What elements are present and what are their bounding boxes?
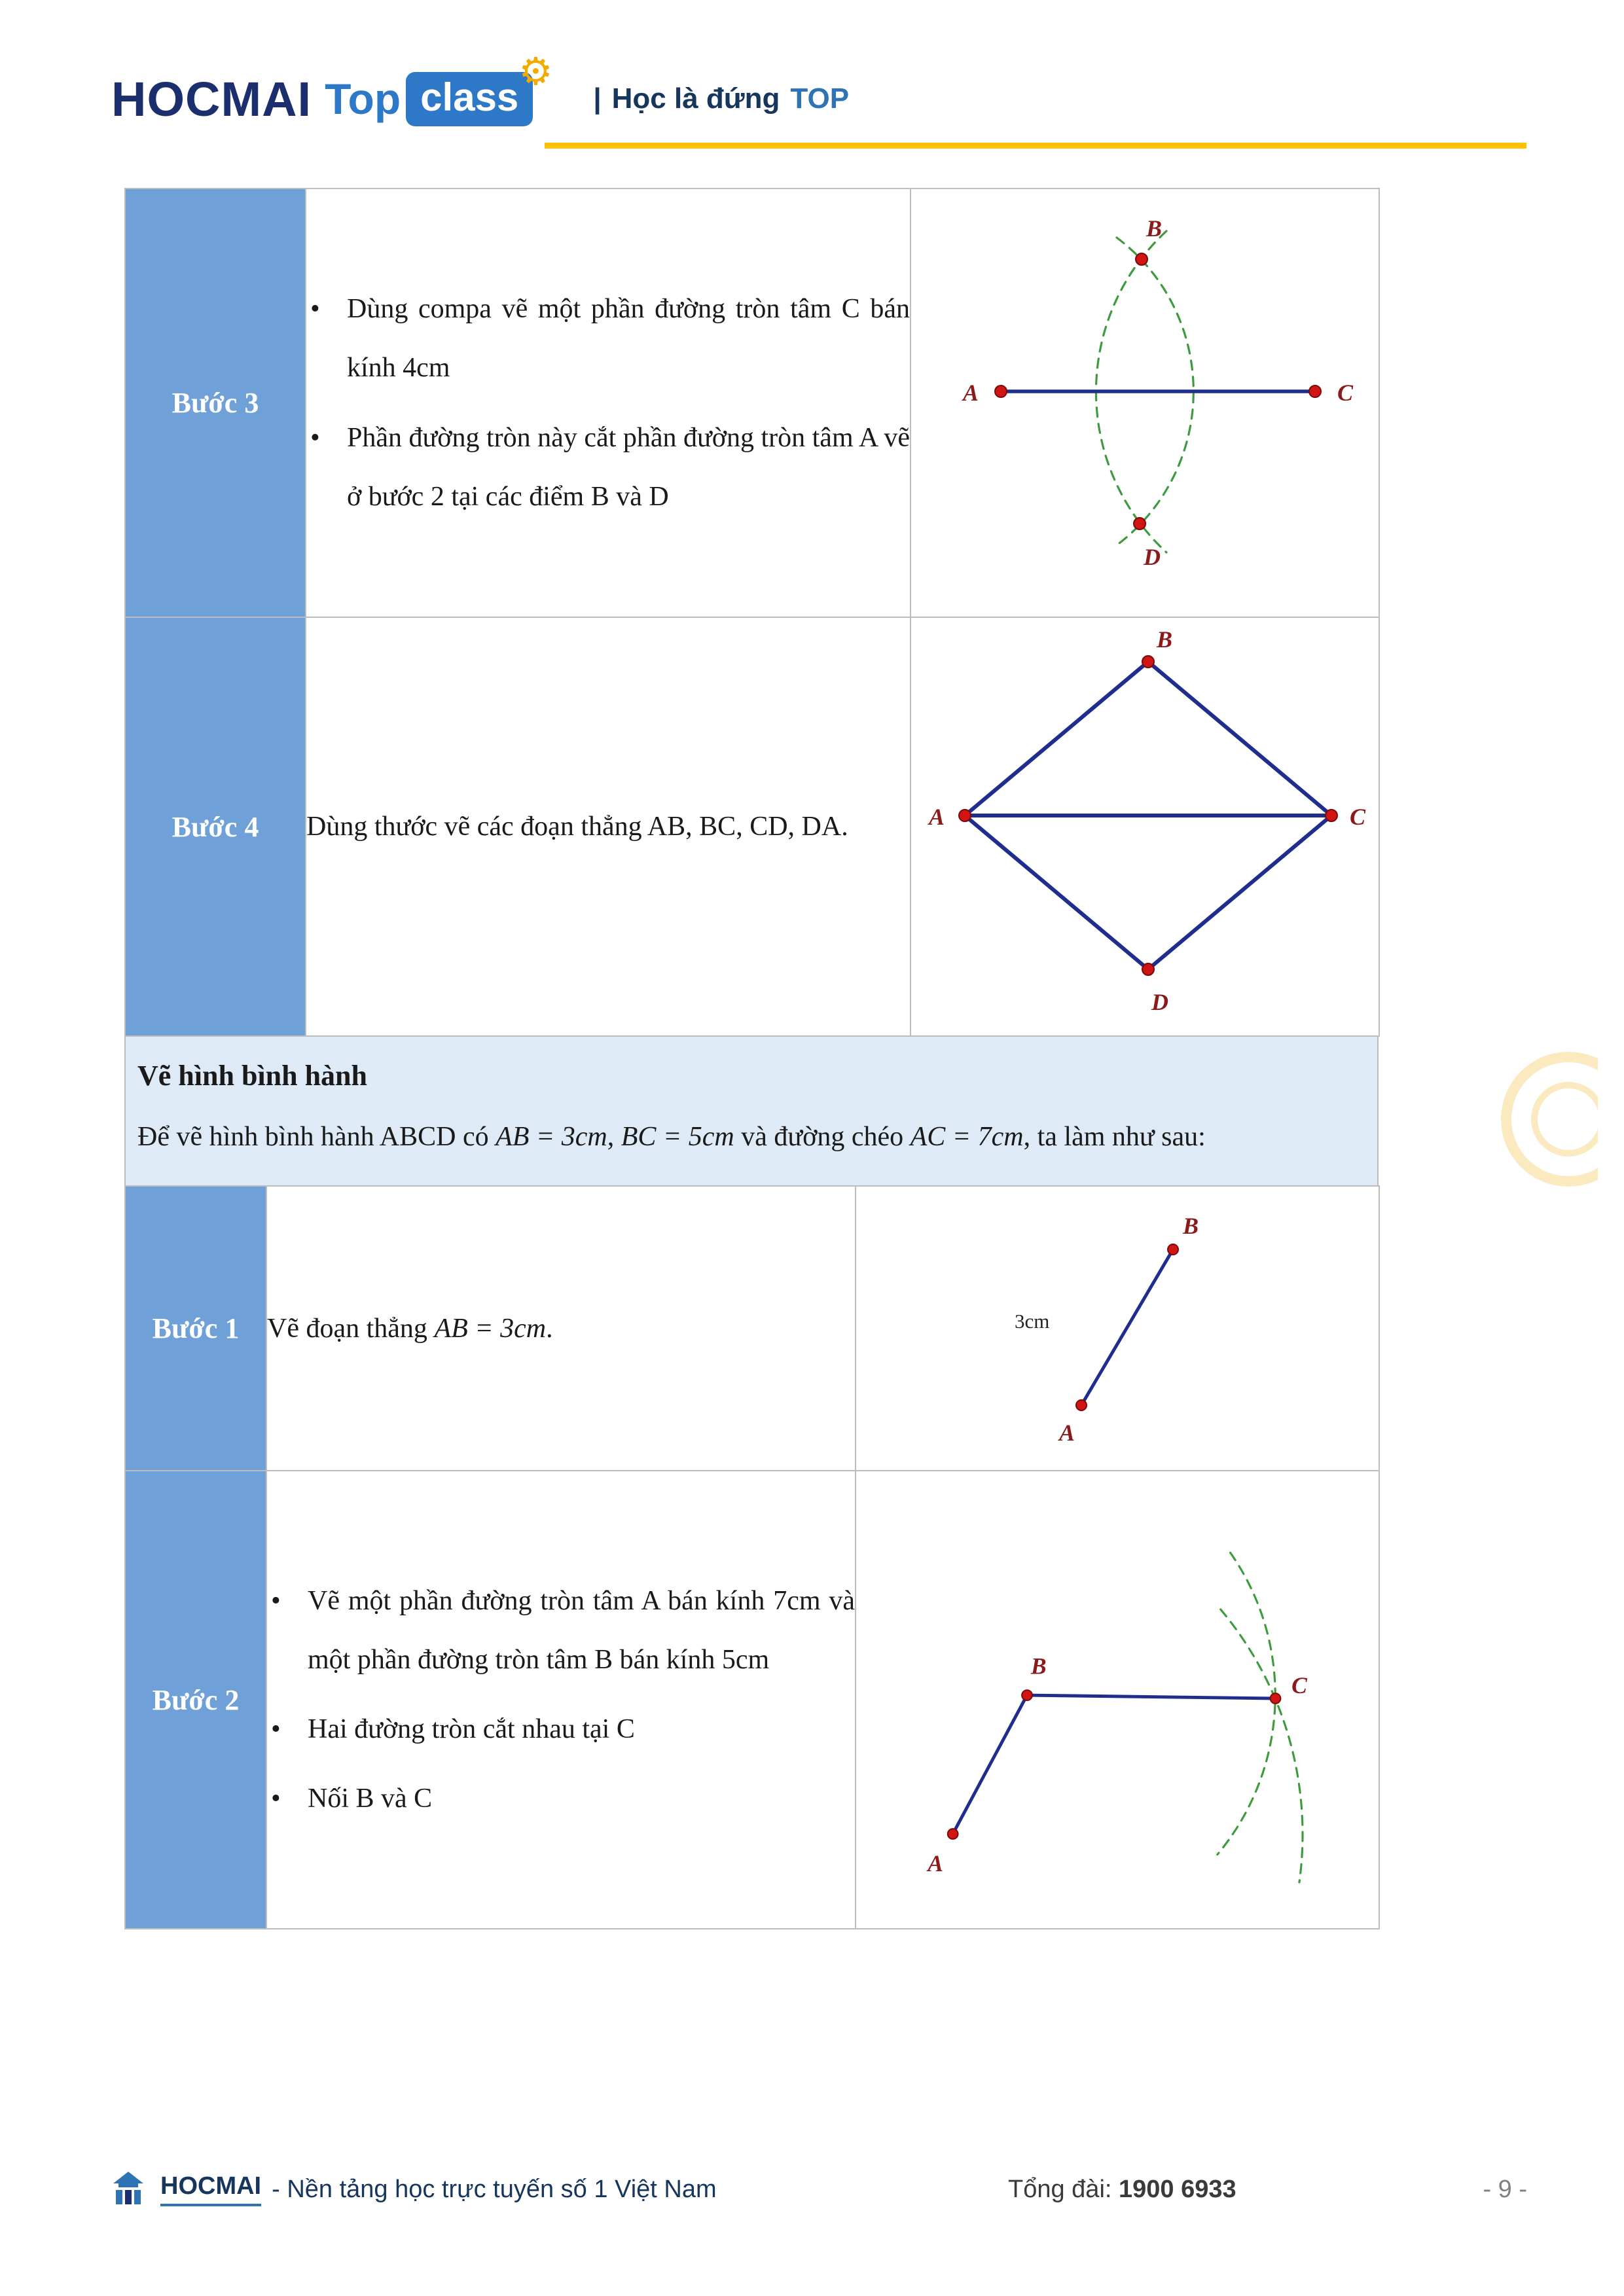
label-b: B [1030,1653,1047,1679]
bullet-list [267,1571,855,1829]
bullet-text: Phần đường tròn này cắt phần đường tròn tâm A vẽ ở bước 2 tại các điểm B và D [347,422,910,512]
bullet-item [306,408,910,527]
math-ab-3cm: AB = 3cm [496,1122,607,1152]
point-b [1142,656,1154,668]
watermark-rings [1441,1021,1598,1217]
tagline-top-text: TOP [790,82,850,115]
hocmai-topclass-logo [111,48,553,127]
figure-cell-rhombus-final [911,617,1379,1036]
figure-parallelogram-step2 [862,1473,1373,1924]
bullet-text: Dùng compa vẽ một phần đường tròn tâm C bán kính 4cm [347,293,910,384]
instruction-text: Dùng thước vẽ các đoạn thẳng AB, BC, CD, DA. [306,811,848,842]
arc-center-a [1221,1609,1303,1882]
bullet-item [267,1700,855,1759]
point-a [959,810,971,821]
segment-cd [1148,816,1331,969]
intro-text: Để vẽ hình bình hành ABCD có [137,1122,496,1152]
figure-rhombus-final [916,622,1374,1028]
logo-top-text: Top [325,75,401,123]
page-header [111,48,850,141]
page-footer [0,2170,1624,2229]
intro-text: , ta làm như sau: [1023,1122,1206,1152]
point-b [1168,1244,1178,1255]
label-d: D [1151,988,1168,1015]
point-a [1076,1400,1087,1410]
intro-text: và đường chéo [734,1122,911,1152]
logo-hocmai-text: HOCMAI [111,71,312,126]
label-c: C [1350,803,1366,830]
segment-ab [1081,1249,1173,1405]
steps-table-parallelogram [124,1185,1380,1929]
hotline-label: Tổng đài: [1008,2176,1119,2203]
bullet-text: Hai đường tròn cắt nhau tại C [308,1714,635,1745]
section-intro [137,1108,1365,1166]
tagline-text: Học là đứng [611,82,780,115]
figure-cell-segment-ab [856,1186,1379,1471]
label-b: B [1157,626,1173,653]
segment-bc [1148,662,1331,816]
instruction-text: . [546,1313,553,1344]
bullet-text: Nối B và C [308,1784,433,1814]
segment-ab [965,662,1148,816]
footer-brand-text: HOCMAI [160,2172,261,2206]
segment-ab [953,1695,1027,1834]
figure-cell-rhombus-construction [911,188,1379,617]
page-number: - 9 - [1483,2176,1527,2203]
point-d [1134,518,1146,529]
length-label-3cm: 3cm [1015,1310,1050,1333]
point-b [1022,1690,1032,1700]
figure-cell-parallelogram-step2 [856,1471,1379,1929]
figure-rhombus-construction [916,198,1374,604]
intro-text: , [607,1122,621,1152]
section-title: Vẽ hình bình hành [137,1060,367,1092]
step-label-buoc-3: Bước 3 [125,188,306,617]
bullet-item [267,1571,855,1690]
step-instructions-buoc-3 [306,188,911,617]
gear-icon: ⚙ [518,48,553,94]
bullet-list [306,279,910,526]
hotline-number: 1900 6933 [1119,2176,1236,2203]
arc-center-b [1218,1552,1275,1854]
point-c [1309,386,1321,397]
footer-hotline [1008,2176,1236,2204]
step-label-buoc-1: Bước 1 [125,1186,266,1471]
label-a: A [928,1850,943,1876]
segment-da [965,816,1148,969]
table-row [125,1186,1379,1471]
point-a [948,1829,958,1839]
step-label-buoc-2: Bước 2 [125,1471,266,1929]
tagline-bar: | [593,82,602,115]
point-d [1142,963,1154,975]
math-ac-7cm: AC = 7cm [910,1122,1024,1152]
step-instructions-buoc-2 [266,1471,856,1929]
bullet-item [306,279,910,398]
header-accent-bar [545,143,1526,149]
instruction-text: Vẽ đoạn thẳng [267,1313,435,1344]
table-row [125,617,1379,1036]
steps-table-rhombus [124,188,1380,1037]
label-a: A [929,803,945,830]
step-label-buoc-4: Bước 4 [125,617,306,1036]
table-row [125,1471,1379,1929]
segment-bc [1027,1695,1276,1698]
label-c: C [1337,380,1354,406]
hocmai-footer-logo-icon [107,2170,150,2208]
section-parallelogram [124,1037,1379,1185]
label-b: B [1146,215,1163,242]
math-bc-5cm: BC = 5cm [621,1122,734,1152]
point-a [995,386,1007,397]
logo-class-badge: class [406,72,533,126]
footer-brand-tagline: - Nền tảng học trực tuyến số 1 Việt Nam [272,2175,717,2203]
label-a: A [963,380,979,406]
step-instructions-buoc-1 [266,1186,856,1471]
point-c [1271,1693,1281,1704]
header-tagline [593,82,849,115]
point-c [1326,810,1337,821]
table-row [125,188,1379,617]
page-content [124,188,1379,1929]
label-a: A [1059,1420,1075,1446]
label-c: C [1291,1672,1307,1698]
label-b: B [1183,1213,1199,1240]
label-d: D [1144,544,1161,570]
point-b [1136,253,1147,265]
bullet-item [267,1769,855,1828]
footer-brand-block [107,2170,717,2208]
step-instructions-buoc-4 [306,617,911,1036]
figure-segment-ab [865,1189,1369,1464]
bullet-text: Vẽ một phần đường tròn tâm A bán kính 7cm và một phần đường tròn tâm B bán kính 5cm [308,1585,855,1675]
math-ab-3cm: AB = 3cm [434,1313,547,1344]
